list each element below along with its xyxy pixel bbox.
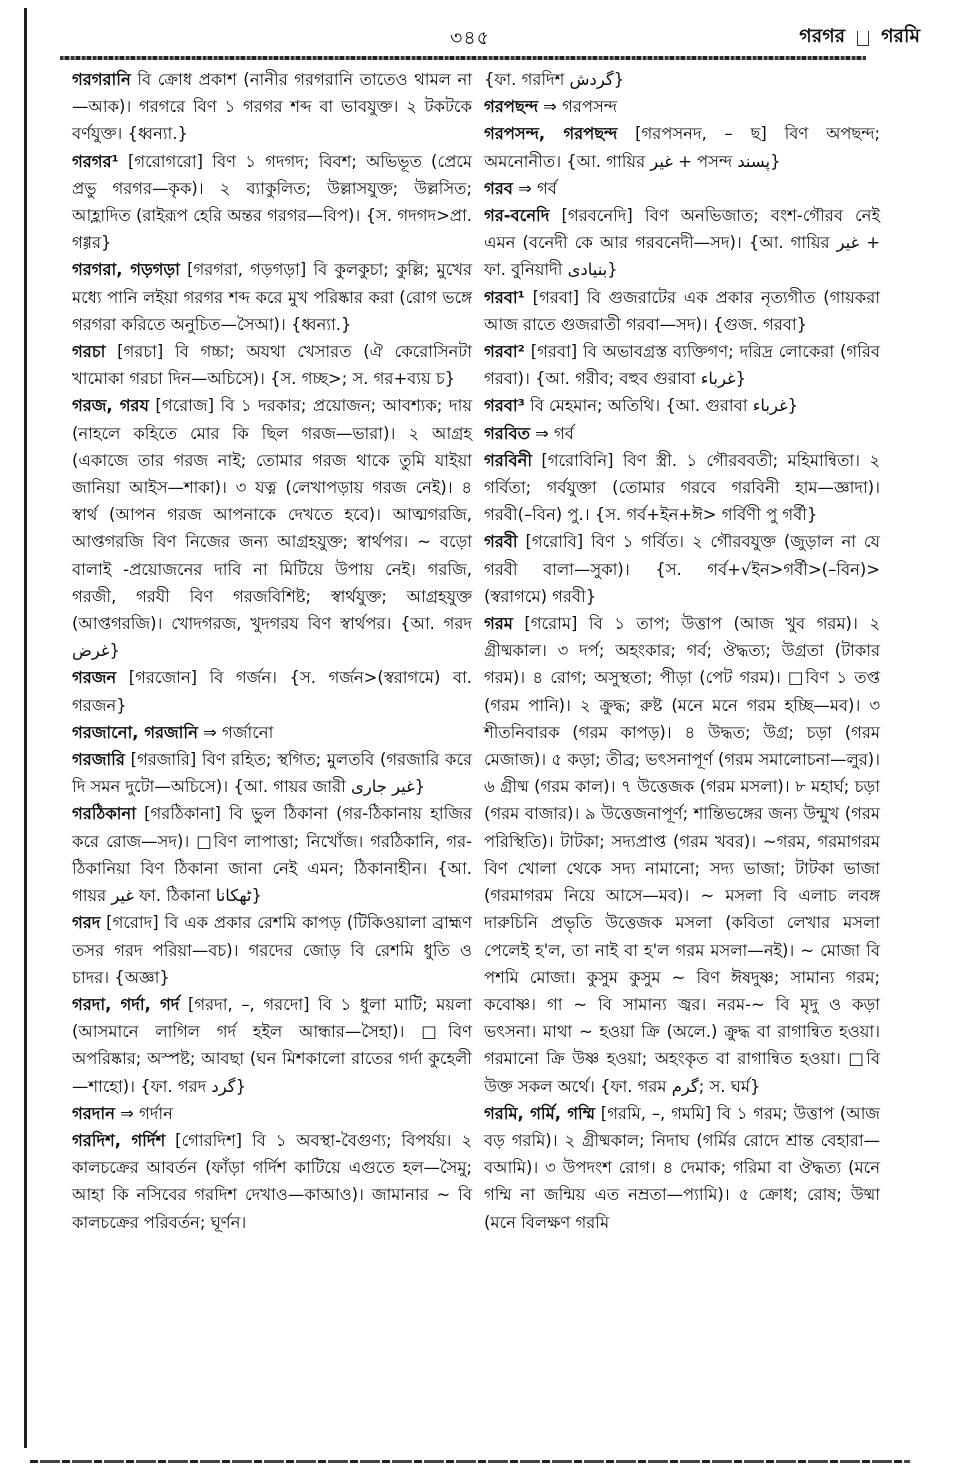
dictionary-entry: [484, 93, 880, 120]
entry-definition: [গরোগরো] বিণ ১ গদগদ; বিবশ; অভিভূত (প্রেমে প্রভু গরগর—কৃক)। ২ ব্যাকুলিত; উল্লাসযুক্ত; উল্লসিত; আহ্লাদিত (রাইরূপ হেরি অন্তর গরগর—বিপ)। {স. গদগদ>প্রা. গগ্গর}: [72, 151, 472, 253]
entry-definition: [গরদা, –, গরদো] বি ১ ধুলা মাটি; ময়লা (আসমানে লাগিল গর্দ হইল আন্ধার—সৈহা)। □বিণ অপরিষ্কার; অস্পষ্ট; আবছা (ঘন মিশকালো রাতের গর্দা কুহেলী—শাহো)। {ফা. গরদ گرد}: [72, 994, 472, 1096]
page-number: ৩৪৫: [450, 27, 491, 49]
entry-headword: গরপছন্দ: [484, 97, 538, 117]
entry-headword: গরগরা, গড়গড়া: [72, 260, 180, 280]
entry-headword: গরবা²: [484, 342, 525, 362]
dictionary-entry: [72, 256, 472, 338]
dictionary-entry: [72, 1100, 472, 1127]
running-head-separator: [857, 31, 869, 46]
dictionary-entry: [72, 746, 472, 800]
dictionary-entry: [484, 392, 880, 419]
dictionary-entry: [484, 66, 880, 93]
entry-definition: [গরপসনদ, – ছ] বিণ অপছন্দ; অমনোনীত। {আ. গায়ির غير + পসন্দ پسند}: [484, 124, 880, 171]
dictionary-entry: [72, 392, 472, 664]
entry-headword: গরব: [484, 178, 513, 198]
entry-headword: গরবী: [484, 532, 518, 552]
entry-headword: গরজারি: [72, 750, 125, 770]
entry-headword: গরদা, গর্দা, গর্দ: [72, 994, 180, 1014]
entry-headword: গরপসন্দ, গরপছন্দ: [484, 124, 618, 144]
entry-headword: গরজন: [72, 668, 117, 688]
entry-headword: গরজ, গরয: [72, 396, 149, 416]
dictionary-entry: [484, 528, 880, 610]
entry-headword: গরদিশ, গর্দিশ: [72, 1130, 166, 1150]
entry-definition: [গরোবি] বিণ ১ গর্বিত। ২ গৌরবযুক্ত (জুড়াল না যে গরবী বালা—সুকা)। {স. গর্ব+√ইন>গর্বী>(–বিন)> (স্বরাগমে) গরবী}: [484, 532, 880, 606]
entry-definition: [গরোজ] বি ১ দরকার; প্রয়োজন; আবশ্যক; দায় (নাহলে কহিতে মোর কি ছিল গরজ—ভারা)। ২ আগ্রহ (একাজে তার গরজ নাই; তোমার গরজ থাকে তুমি যাইয়া জানিয়া আইস—শাকা)। ৩ যত্ন (লেখাপড়ায় গরজ নেই)। ৪ স্বার্থ (আপন গরজ আপনাকে দেখতে হবে)। আত্মগরজি, আপ্তগরজি বিণ নিজের জন্য আগ্রহযুক্ত; স্বার্থপর। ~ বড়ো বালাই -প্রয়োজনের দাবি না মিটিয়ে উপায় নেই। গরজি, গরজী, গরযী বিণ গরজবিশিষ্ট; স্বার্থযুক্ত; আগ্রহযুক্ত (আপ্তগরজি)। খোদগরজ, খুদগরয বিণ স্বার্থপর। {আ. গরদ غرض}: [72, 396, 472, 661]
entry-definition: ⇒ গর্ব: [512, 178, 557, 198]
entry-definition: ⇒ গর্জানো: [197, 722, 274, 742]
entry-headword: গরদ: [72, 913, 101, 933]
entry-definition: [গরবনেদি] বিণ অনভিজাত; বংশ-গৌরব নেই এমন (বনেদী কে আর গরবনেদী—সদ)। {আ. গায়ির غير + ফা. বুনিয়াদী بنيادى}: [484, 206, 880, 280]
dictionary-entry: [72, 1127, 472, 1236]
dictionary-entry: [484, 120, 880, 174]
entry-headword: গরবা³: [484, 396, 525, 416]
entry-headword: গরমি, গর্মি, গম্মি: [484, 1103, 595, 1123]
entry-definition: [গরমি, –, গমমি] বি ১ গরম; উত্তাপ (আজ বড় গরমি)। ২ গ্রীষ্মকাল; নিদাঘ (গর্মির রোদে শ্রান্ত বেহারা—বআমি)। ৩ উপদংশ রোগ। ৪ দেমাক; গরিমা বা ঔদ্ধত্য (মনে গম্মি না জন্মিয় এত নম্রতা—প্যামি)। ৫ ক্রোধ; রোষ; উষ্মা (মনে বিলক্ষণ গরমি: [484, 1103, 880, 1232]
entry-definition: ⇒ গরপসন্দ: [537, 97, 617, 117]
entry-definition: [গরচা] বি গচ্চা; অযথা খেসারত (ঐ কেরোসিনটা খামোকা গরচা দিন—অচিসে)। {স. গচ্ছ>; স. গর+ব্যয় চ}: [72, 342, 472, 389]
footer-rule: [30, 1460, 910, 1463]
entry-headword: গরগরানি: [72, 70, 131, 89]
entry-headword: গরবা¹: [484, 287, 525, 307]
entry-headword: গরদান: [72, 1103, 115, 1123]
entry-definition: [গরবা] বি গুজরাটের এক প্রকার নৃত্যগীত (গায়করা আজ রাতে গুজরাতী গরবা—সদ)। {গুজ. গরবা}: [484, 287, 880, 334]
entry-headword: গরবিনী: [484, 450, 533, 470]
entry-definition: [গরবা] বি অভাবগ্রস্ত ব্যক্তিগণ; দরিদ্র লোকেরা (গরিব গরবা)। {আ. গরীব; বহুব গুরাবা غرباء}: [484, 342, 880, 389]
dictionary-entry: [484, 420, 880, 447]
running-head-last-word: গরমি: [881, 25, 920, 47]
entry-definition: [গরজারি] বিণ রহিত; স্থগিত; মুলতবি (গরজারি করে দি সমন দুটো—অচিসে)। {আ. গায়র জারী غير جارى}: [72, 750, 472, 797]
dictionary-entry: [72, 338, 472, 392]
dictionary-entry: [484, 284, 880, 338]
page-header: [60, 22, 920, 50]
dictionary-entry: [72, 664, 472, 718]
entry-definition: [গরোবিনি] বিণ স্ত্রী. ১ গৌরববতী; মহিমান্বিতা। ২ গর্বিতা; গর্বযুক্তা (তোমার গরবে গরবিনী হাম—জ্ঞাদা)। গরবী(–বিন) পু.। {স. গর্ব+ইন+ঈ> গর্বিণী পু গর্বী}: [484, 450, 880, 525]
entry-headword: গরগর¹: [72, 151, 119, 171]
entry-definition: [গরোদ] বি এক প্রকার রেশমি কাপড় (টিকিওয়ালা ব্রাহ্মণ তসর গরদ পরিয়া—বচ)। গরদের জোড় বি রেশমি ধুতি ও চাদর। {অজ্ঞা}: [72, 913, 472, 987]
entry-definition: [গোরদিশ] বি ১ অবস্থা-বৈগুণ্য; বিপর্যয়। ২ কালচক্রের আবর্তন (ফাঁড়া গর্দিশ কাটিয়ে এগুতে হল—সৈমু; আহা কি নসিবের গরদিশ দেখাও—কাআও)। জামানার ~ বি কালচক্রের পরিবর্তন; ঘূর্ণন।: [72, 1130, 472, 1232]
dictionary-entry: [484, 610, 880, 1100]
dictionary-entry: [72, 909, 472, 991]
entry-headword: গরজানো, গরজানি: [72, 722, 198, 742]
running-head-first-word: গরগর: [799, 25, 846, 47]
dictionary-entry: [484, 175, 880, 202]
binding-edge-rule: [24, 8, 27, 1448]
entry-headword: গরবিত: [484, 423, 530, 443]
entry-definition: ⇒ গর্ব: [529, 423, 574, 443]
dictionary-entry: [72, 148, 472, 257]
dictionary-entry: [484, 1100, 880, 1236]
dictionary-entry: [484, 447, 880, 529]
dictionary-entry: [72, 66, 472, 148]
entry-definition: [গরোম] বি ১ তাপ; উত্তাপ (আজ খুব গরম)। ২ গ্রীষ্মকাল। ৩ দর্প; অহংকার; গর্ব; ঔদ্ধত্য; উগ্রতা (টাকার গরম)। ৪ রোগ; অসুস্থতা; পীড়া (পেট গরম)। □বিণ ১ তপ্ত (গরম পানি)। ২ ক্রুদ্ধ; রুষ্ট (মনে মনে গরম হচ্ছি—মব)। ৩ শীতনিবারক (গরম কাপড়)। ৪ উদ্ধত; উগ্র; চড়া (গরম মেজাজ)। ৫ কড়া; তীব্র; ভৎসনাপূর্ণ (গরম সমালোচনা—লুর)। ৬ গ্রীষ্ম (গরম কাল)। ৭ উত্তেজক (গরম মসলা)। ৮ মহার্ঘ; চড়া (গরম বাজার)। ৯ উত্তেজনাপূর্ণ; শান্তিভঙ্গের জন্য উন্মুখ (গরম পরিস্থিতি)। টাটকা; সদ্যপ্রাপ্ত (গরম খবর)। ~গরম, গরমাগরম বিণ খোলা থেকে সদ্য নামানো; সদ্য ভাজা; টাটকা ভাজা (গরমাগরম নিয়ে আসে—মব)। ~ মসলা বি এলাচ লবঙ্গ দারুচিনি প্রভৃতি উত্তেজক মসলা (কবিতা লেখার মসলা পেলেই হ'ল, তা নাই বা হ'ল গরম মসলা—নই)। ~ মোজা বি পশমি মোজা। কুসুম কুসুম ~ বিণ ঈষদুষ্ণ; সামান্য গরম; কবোষ্ণ। গা ~ বি সামান্য জ্বর। নরম-~ বি মৃদু ও কড়া ভৎসনা। মাথা ~ হওয়া ক্রি (অলে.) ক্রুদ্ধ বা রাগান্বিত হওয়া। গরমানো ক্রি উষ্ণ হওয়া; অহংকৃত বা রাগান্বিত হওয়া। □বি উক্ত সকল অর্থে। {ফা. গরম گرم; স. ঘর্ম}: [484, 614, 880, 1096]
entry-definition: [গরজোন] বি গর্জন। {স. গর্জন>(স্বরাগমে) বা. গরজন}: [72, 668, 472, 715]
dictionary-entry: [484, 202, 880, 284]
entry-definition: বি ক্রোধ প্রকাশ (নানীর গরগরানি তাতেও থামল না—আক)। গরগরে বিণ ১ গরগর শব্দ বা ভাবযুক্ত। ২ টকটকে বর্ণযুক্ত। {ধ্বন্যা.}: [72, 70, 472, 144]
entry-definition: ⇒ গর্দান: [114, 1103, 173, 1123]
entry-headword: গরচা: [72, 342, 106, 362]
entry-headword: গরম: [484, 614, 513, 634]
entry-definition: [গরগরা, গড়গড়া] বি কুলকুচা; কুল্লি; মুখের মধ্যে পানি লইয়া গরগর শব্দ করে মুখ পরিষ্কার করা (রোগ ভঙ্গে গরগরা করিতে অনুচিত—সৈআ)। {ধ্বন্যা.}: [72, 260, 472, 334]
entry-headword: গর-বনেদি: [484, 206, 550, 226]
entry-definition: [গরঠিকানা] বি ভুল ঠিকানা (গর-ঠিকানায় হাজির করে রোজ—সদ)। □বিণ লাপাত্তা; নিখোঁজ। গরঠিকানি, গর-ঠিকানিয়া বিণ ঠিকানা জানা নেই এমন; ঠিকানাহীন। {আ. গায়র غير ফা. ঠিকানা ٹھکانا}: [72, 804, 472, 906]
dictionary-entry: [72, 991, 472, 1100]
right-column: [484, 66, 880, 1236]
dictionary-entry: [484, 338, 880, 392]
dictionary-entry: [72, 800, 472, 909]
entry-definition: বি মেহমান; অতিথি। {আ. গুরাবা غرباء}: [524, 396, 799, 416]
header-rule: [60, 56, 866, 60]
dictionary-entry: [72, 719, 472, 746]
entry-definition: {ফা. গরদিশ گردش}: [484, 70, 625, 89]
left-column: [72, 66, 472, 1236]
running-head: [799, 22, 920, 54]
entry-headword: গরঠিকানা: [72, 804, 136, 824]
